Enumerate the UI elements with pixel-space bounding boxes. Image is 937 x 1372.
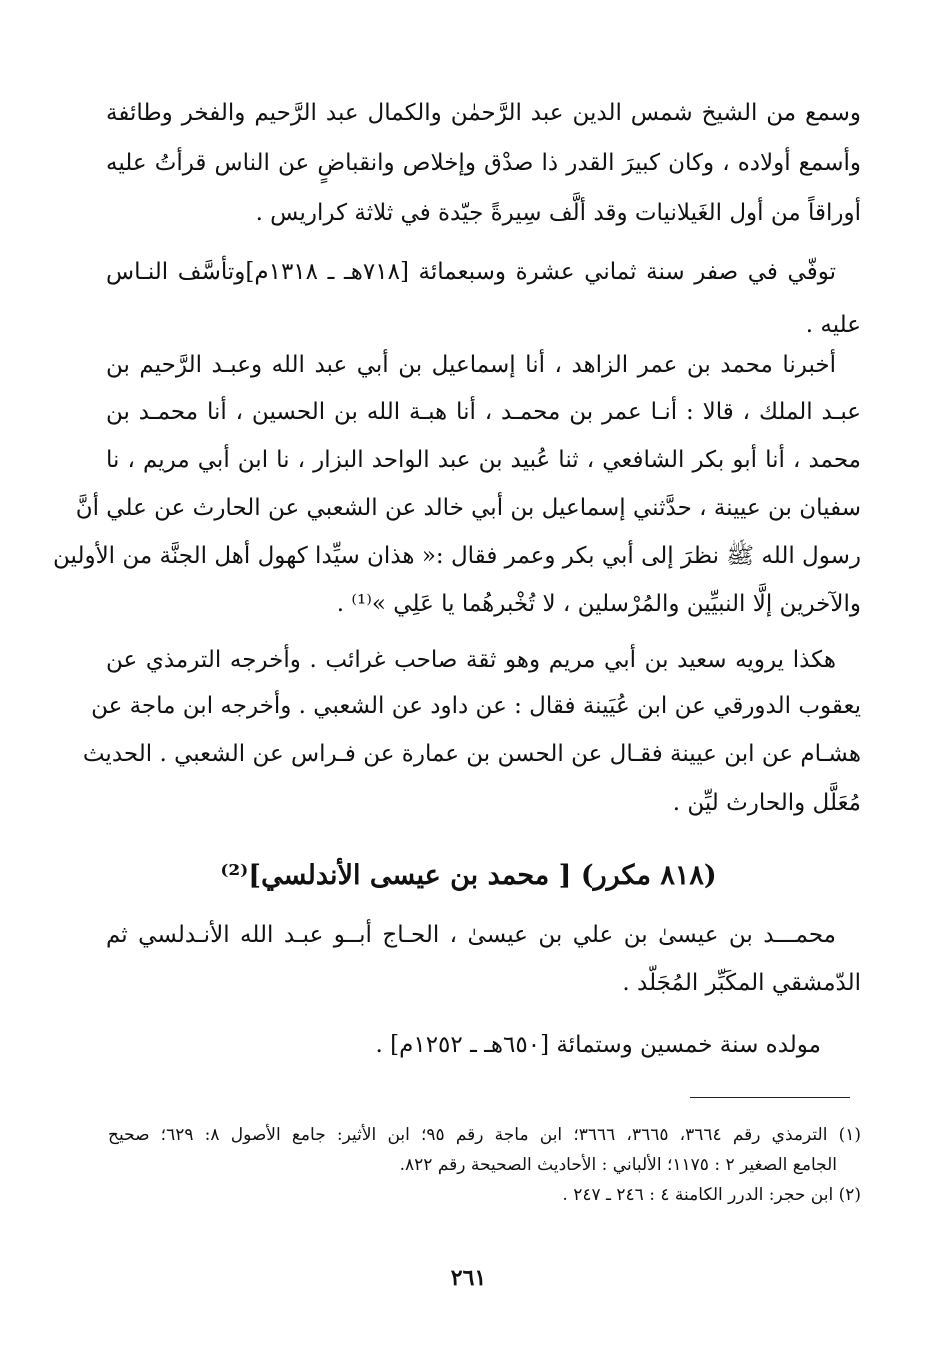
paragraph-3-line-3: محمد ، أنا أبو بكر الشافعي ، ثنا عُبيد بن عبد الواحد البزار ، نا ابن أبي مريم ، نا xyxy=(106,447,861,473)
paragraph-4-line-1: هكذا يرويه سعيد بن أبي مريم وهو ثقة صاحب غرائب . وأخرجه الترمذي عن xyxy=(106,647,836,673)
page-number: ٢٦١ xyxy=(450,1265,487,1291)
footnote-1-line-1: (١) الترمذي رقم ٣٦٦٤، ٣٦٦٥، ٣٦٦٦؛ ابن ماجة رقم ٩٥؛ ابن الأثير: جامع الأصول ٨: ٦٢٩؛ صحيح xyxy=(108,1125,861,1145)
paragraph-3-line-4: سفيان بن عيينة ، حدَّثني إسماعيل بن أبي خالد عن الشعبي عن الحارث عن علي أنَّ xyxy=(75,495,861,521)
paragraph-2-line-2: عليه . xyxy=(805,312,861,338)
paragraph-3-line-5: رسول الله ﷺ نظرَ إلى أبي بكر وعمر فقال :« هذان سيِّدا كهول أهل الجنَّة من الأولين xyxy=(53,543,861,569)
footnote-2: (٢) ابن حجر: الدرر الكامنة ٤ : ٢٤٦ ـ ٢٤٧ . xyxy=(562,1185,861,1205)
paragraph-1-line-2: وأسمع أولاده ، وكان كبيرَ القدر ذا صدْق وإخلاص وانقباضٍ عن الناس قرأتُ عليه xyxy=(106,150,861,176)
footnote-1-line-2: الجامع الصغير ٢ : ١١٧٥؛ الألباني : الأحاديث الصحيحة رقم ٨٢٢. xyxy=(399,1155,837,1175)
paragraph-3-line-1: أخبرنا محمد بن عمر الزاهد ، أنا إسماعيل بن أبي عبد الله وعبـد الرَّحيم بن xyxy=(106,352,836,378)
paragraph-1-line-1: وسمع من الشيخ شمس الدين عبد الرَّحمٰن والكمال عبد الرَّحيم والفخر وطائفة xyxy=(106,100,861,126)
paragraph-3-line-2: عبـد الملك ، قالا : أنـا عمر بن محمـد ، أنا هبـة الله بن الحسين ، أنا محمـد بن xyxy=(106,399,861,425)
paragraph-2-line-1: توفّي في صفر سنة ثماني عشرة وسبعمائة [٧١٨هـ ـ ١٣١٨م]وتأسَّف النـاس xyxy=(106,259,836,285)
paragraph-6-line-1: مولده سنة خمسين وستمائة [٦٥٠هـ ـ ١٢٥٢م] . xyxy=(375,1032,821,1058)
paragraph-4-line-4: مُعَلَّل والحارث ليِّن . xyxy=(672,790,861,816)
biography-heading: (٨١٨ مكرر) [ محمد بن عيسى الأندلسي]⁽²⁾ xyxy=(220,860,717,891)
paragraph-4-line-3: هشـام عن ابن عيينة فقـال عن الحسن بن عمارة عن فـراس عن الشعبي . الحديث xyxy=(82,741,861,767)
paragraph-5-line-1: محمـــد بن عيسىٰ بن علي بن عيسىٰ ، الحـاج أبــو عبـد الله الأنـدلسي ثم xyxy=(106,922,836,948)
footnote-separator xyxy=(690,1097,850,1098)
paragraph-1-line-3: أوراقاً من أول الغَيلانيات وقد ألَّف سِيرةً جيّدة في ثلاثة كراريس . xyxy=(255,200,861,226)
paragraph-3-line-6: والآخرين إلَّا النبيِّين والمُرْسلين ، لا تُخْبرهُما يا عَلِي »⁽¹⁾ . xyxy=(336,591,861,617)
paragraph-5-line-2: الدّمشقي المكَبِّر المُجَلّد . xyxy=(622,970,861,996)
paragraph-4-line-2: يعقوب الدورقي عن ابن عُيَينة فقال : عن داود عن الشعبي . وأخرجه ابن ماجة عن xyxy=(91,693,861,719)
